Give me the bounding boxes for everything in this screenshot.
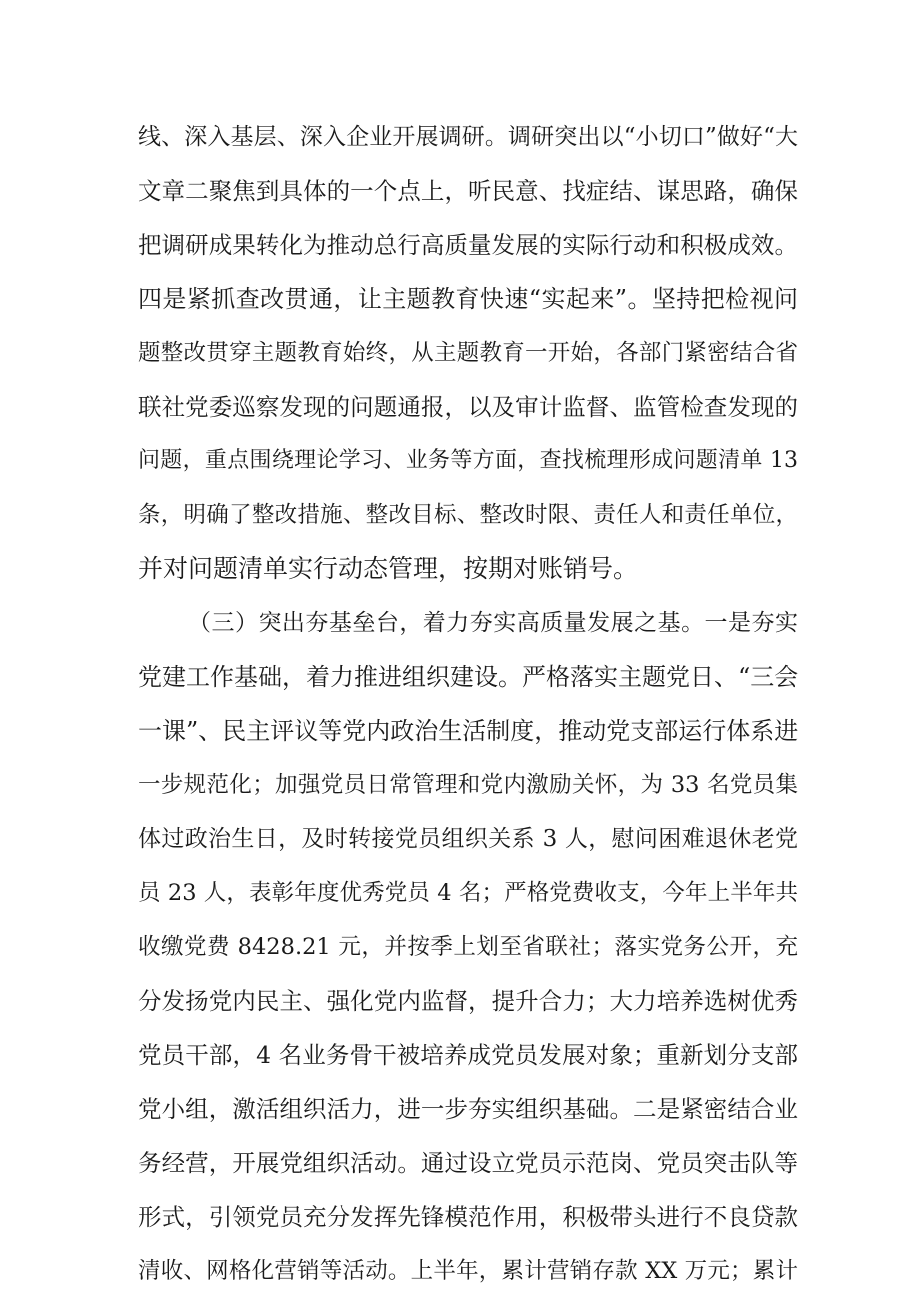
text-line: 四是紧抓查改贯通，让主题教育快速“实起来”。坚持把检视问 — [138, 285, 798, 313]
text-line: 分发扬党内民主、强化党内监督，提升合力；大力培养选树优秀 — [138, 987, 798, 1015]
text-line: 文章二聚焦到具体的一个点上，听民意、找症结、谋思路，确保 — [138, 177, 798, 205]
text-line: 把调研成果转化为推动总行高质量发展的实际行动和积极成效。 — [138, 231, 798, 259]
text-line: 并对问题清单实行动态管理，按期对账销号。 — [138, 554, 639, 583]
text-line: 党小组，激活组织活力，进一步夯实组织基础。二是紧密结合业 — [138, 1095, 798, 1123]
text-line: 一步规范化；加强党员日常管理和党内激励关怀，为 33 名党员集 — [138, 772, 798, 798]
text-line: 形式，引领党员充分发挥先锋模范作用，积极带头进行不良贷款 — [138, 1203, 798, 1231]
text-line: 党员干部，4 名业务骨干被培养成党员发展对象；重新划分支部 — [138, 1041, 798, 1069]
text-line: 条，明确了整改措施、整改目标、整改时限、责任人和责任单位， — [138, 502, 798, 528]
text-line: 问题，重点围绕理论学习、业务等方面，查找梳理形成问题清单 13 — [138, 448, 798, 473]
text-line: 党建工作基础，着力推进组织建设。严格落实主题党日、“三会 — [138, 663, 799, 691]
text-line: 题整改贯穿主题教育始终，从主题教育一开始，各部门紧密结合省 — [138, 340, 798, 366]
section-heading-line: （三）突出夯基垒台，着力夯实高质量发展之基。一是夯实 — [188, 610, 798, 636]
body-text — [138, 110, 798, 1298]
text-line: 收缴党费 8428.21 元，并按季上划至省联社；落实党务公开，充 — [138, 934, 798, 960]
text-line: 线、深入基层、深入企业开展调研。调研突出以“小切口”做好“大 — [138, 124, 798, 150]
text-line: 联社党委巡察发现的问题通报，以及审计监督、监管检查发现的 — [138, 393, 798, 421]
text-line: 一课”、民主评议等党内政治生活制度，推动党支部运行体系进 — [138, 717, 799, 745]
text-line: 清收、网格化营销等活动。上半年，累计营销存款 XX 万元；累计 — [138, 1258, 798, 1284]
text-line: 员 23 人，表彰年度优秀党员 4 名；严格党费收支，今年上半年共 — [138, 880, 798, 906]
text-line: 体过政治生日，及时转接党员组织关系 3 人，慰问困难退休老党 — [138, 826, 798, 852]
text-line: 务经营，开展党组织活动。通过设立党员示范岗、党员突击队等 — [138, 1149, 798, 1177]
